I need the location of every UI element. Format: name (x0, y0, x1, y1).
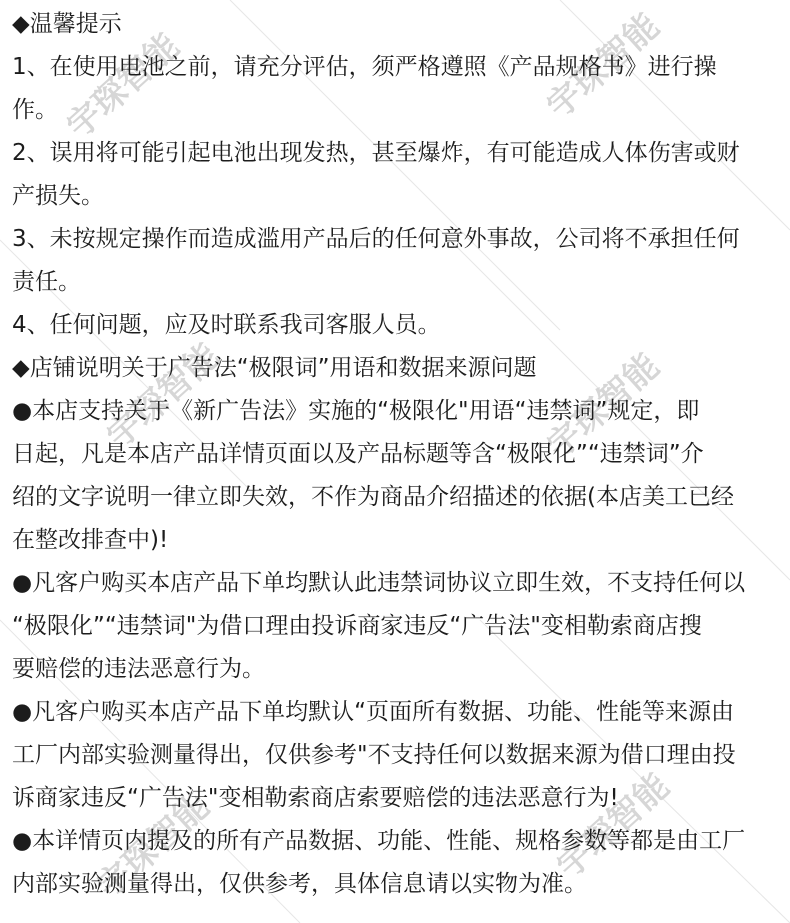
watermark-text: 宇琛智能 (549, 765, 678, 887)
text-line: 日起，凡是本店产品详情页面以及产品标题等含“极限化”“违禁词”介 (12, 441, 704, 467)
heading-store-notice: ◆店铺说明关于广告法“极限词”用语和数据来源问题 (12, 355, 537, 381)
text-line: 2、误用将可能引起电池出现发热，甚至爆炸，有可能造成人体伤害或财 (12, 140, 740, 166)
heading-warm-tips: ◆温馨提示 (12, 11, 122, 37)
text-line: 诉商家违反“广告法"变相勒索商店索要赔偿的违法恶意行为! (12, 785, 619, 811)
text-line: 3、未按规定操作而造成滥用产品后的任何意外事故，公司将不承担任何 (12, 226, 740, 252)
text-line: 作。 (12, 97, 58, 123)
text-line: ●凡客户购买本店产品下单均默认此违禁词协议立即生效，不支持任何以 (12, 570, 746, 596)
watermark-text: 宇琛智能 (539, 345, 668, 467)
text-line: 绍的文字说明一律立即失效，不作为商品介绍描述的依据(本店美工已经 (12, 484, 734, 510)
text-line: ●本详情页内提及的所有产品数据、功能、性能、规格参数等都是由工厂 (12, 828, 746, 854)
watermark-text: 宇琛智能 (89, 785, 218, 907)
text-line: 产损失。 (12, 183, 104, 209)
text-line: 要赔偿的违法恶意行为。 (12, 656, 265, 682)
text-line: ●本店支持关于《新广告法》实施的“极限化"用语“违禁词”规定，即 (12, 398, 700, 424)
text-line: 工厂内部实验测量得出，仅供参考"不支持任何以数据来源为借口理由投 (12, 742, 736, 768)
text-line: 在整改排查中)! (12, 527, 169, 553)
text-line: 4、任何问题，应及时联系我司客服人员。 (12, 312, 441, 338)
text-line: ●凡客户购买本店产品下单均默认“页面所有数据、功能、性能等来源由 (12, 699, 734, 725)
text-line: 1、在使用电池之前，请充分评估，须严格遵照《产品规格书》进行操 (12, 54, 717, 80)
watermark-text: 宇琛智能 (539, 5, 668, 127)
watermark-text: 宇琛智能 (59, 25, 188, 147)
text-line: “极限化”“违禁词"为借口理由投诉商家违反“广告法"变相勒索商店搜 (12, 613, 702, 639)
text-line: 责任。 (12, 269, 81, 295)
watermark-text: 宇琛智能 (99, 335, 228, 457)
text-line: 内部实验测量得出，仅供参考，具体信息请以实物为准。 (12, 871, 587, 897)
